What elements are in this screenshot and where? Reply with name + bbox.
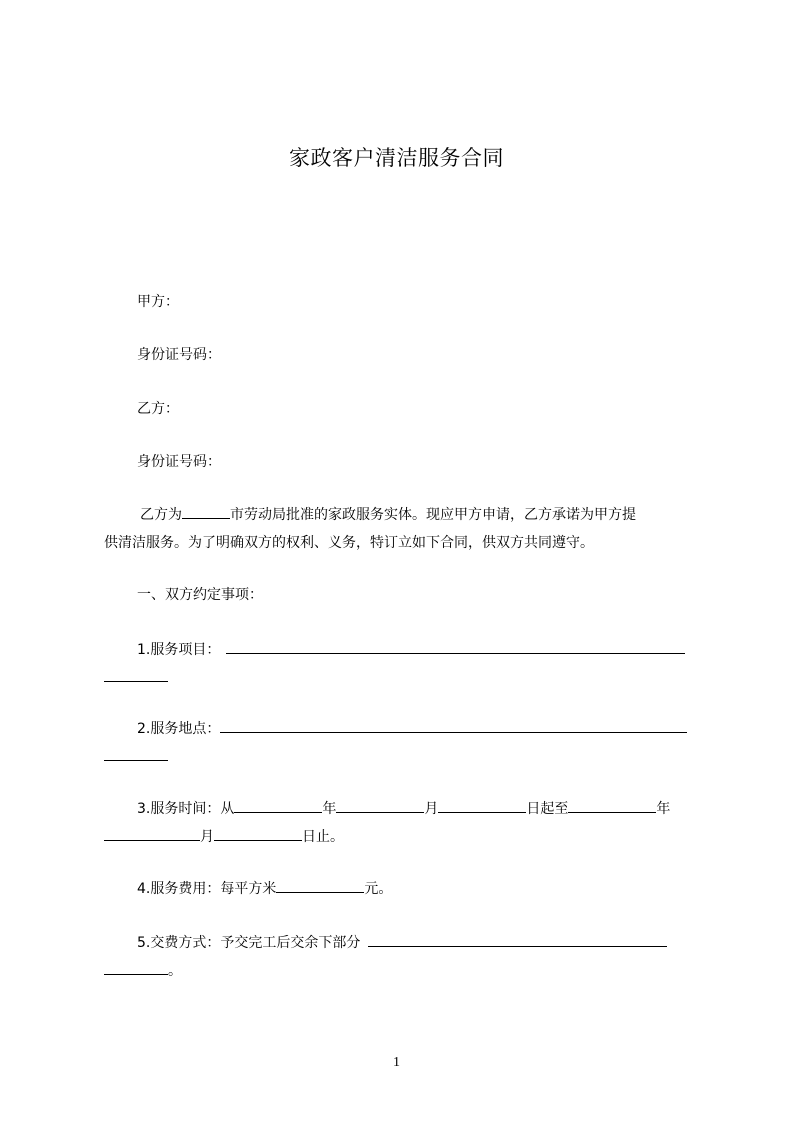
party-a-id-label: 身份证号码： <box>137 347 221 363</box>
item5-label: 5.交费方式：予交完工后交余下部分 <box>137 935 361 951</box>
item1-line <box>137 638 702 661</box>
item3-year2: 年 <box>656 801 671 817</box>
payment-blank <box>368 931 667 947</box>
item3-day-end: 日止。 <box>302 829 344 845</box>
end-year-blank <box>568 797 656 813</box>
end-month-blank <box>104 825 200 841</box>
item5-line-2 <box>104 959 702 982</box>
item4-label: 4.服务费用：每平方米 <box>137 881 277 897</box>
section1-heading: 一、双方约定事项： <box>137 587 263 603</box>
page-number: 1 <box>393 1055 400 1070</box>
item3-day-to: 日起至 <box>526 801 569 817</box>
item3-line <box>137 797 702 820</box>
item5-line <box>137 931 702 954</box>
item5-end: 。 <box>168 963 182 979</box>
item3-line-2 <box>104 825 702 848</box>
item3-month2: 月 <box>200 829 214 845</box>
party-b-id-label: 身份证号码： <box>137 454 221 470</box>
payment-blank-cont <box>104 959 168 975</box>
document-title: 家政客户清洁服务合同 <box>289 146 504 170</box>
price-blank <box>276 877 364 893</box>
intro-line-2: 供清洁服务。为了明确双方的权利、义务，特订立如下合同，供双方共同遵守。 <box>104 535 594 551</box>
intro-text-part1: 乙方为 <box>140 507 182 523</box>
item1-line-2 <box>104 666 702 689</box>
party-a-label: 甲方： <box>137 294 179 310</box>
item1-label: 1.服务项目： <box>137 642 221 658</box>
party-b-label: 乙方： <box>137 401 179 417</box>
item3-year1: 年 <box>322 801 337 817</box>
start-month-blank <box>336 797 424 813</box>
item2-blank <box>220 717 687 733</box>
item4-line <box>137 877 702 900</box>
start-day-blank <box>438 797 526 813</box>
city-blank <box>182 503 230 519</box>
intro-line-1 <box>140 503 702 526</box>
item4-unit: 元。 <box>364 881 393 897</box>
item2-line-2 <box>104 745 702 768</box>
item1-blank-cont <box>104 666 168 682</box>
item1-blank <box>226 638 685 654</box>
item2-line <box>137 717 702 740</box>
item2-label: 2.服务地点： <box>137 721 221 737</box>
item2-blank-cont <box>104 745 168 761</box>
item3-month1: 月 <box>424 801 439 817</box>
end-day-blank <box>214 825 302 841</box>
start-year-blank <box>234 797 322 813</box>
item3-label: 3.服务时间：从 <box>137 801 235 817</box>
intro-text-part2: 市劳动局批准的家政服务实体。现应甲方申请，乙方承诺为甲方提 <box>230 507 636 523</box>
